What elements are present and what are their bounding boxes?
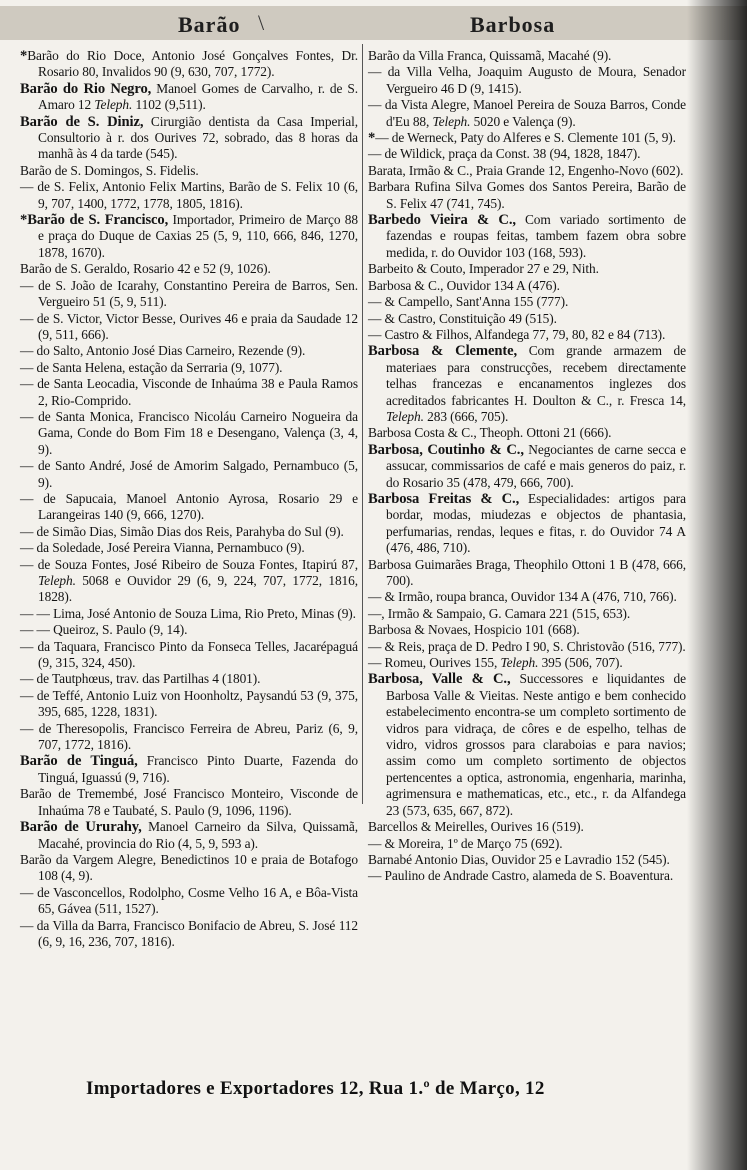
entry-text: — de Santa Leocadia, Visconde de Inhaúma 38 e Paula Ramos 2, Rio-Comprido. [20, 376, 358, 408]
entry-text: — — Queiroz, S. Paulo (9, 14). [20, 622, 188, 638]
directory-entry [368, 622, 686, 638]
entry-name: Barbedo Vieira & C., [368, 212, 516, 229]
page-footer: Importadores e Exportadores 12, Rua 1.º de Março, 12 [86, 1078, 545, 1099]
directory-entry [20, 343, 358, 359]
directory-entry [368, 163, 686, 179]
entry-text: — Paulino de Andrade Castro, alameda de S. Boaventura. [368, 868, 674, 884]
directory-entry [20, 278, 358, 311]
directory-entry [20, 491, 358, 524]
left-column [20, 48, 358, 950]
entry-text: — & Moreira, 1º de Março 75 (692). [368, 835, 563, 851]
entry-text: — de Simão Dias, Simão Dias dos Reis, Parahyba do Sul (9). [20, 523, 344, 539]
entry-text: Successores e liquidantes de Barbosa Valle & Vieitas. Neste antigo e bem conhecido estabelecimento encontra-se um completo sortimento de vidros para vidraça, de côres e de espelho, telhas de vidro, vidros grossos para claraboias e para navios; assim como um completo sortimento de objectos pertencentes a optica, astronomia, engenharia, marinha, agrimensura e mathematicas, etc., etc., r. da Alfandega 23 (573, 635, 667, 872). [386, 671, 686, 818]
entry-text: Barata, Irmão & C., Praia Grande 12, Engenho-Novo (602). [368, 162, 684, 178]
entry-name: *Barão de S. Francisco, [20, 212, 169, 229]
scan-dark-edge [687, 0, 747, 1170]
entry-text: — de Tautphœus, trav. das Partilhas 4 (1801). [20, 671, 261, 687]
entry-text: — — Lima, José Antonio de Souza Lima, Rio Preto, Minas (9). [20, 605, 356, 621]
entry-text-tail: 283 (666, 705). [423, 408, 509, 424]
entry-name: Barbosa, Valle & C., [368, 671, 511, 688]
directory-entry [20, 671, 358, 687]
entry-name: Barão de Ururahy, [20, 819, 142, 836]
directory-entry [20, 360, 358, 376]
entry-text: — de S. Felix, Antonio Felix Martins, Barão de S. Felix 10 (6, 9, 707, 1400, 1772, 1778, 1805, 1816). [20, 179, 358, 211]
entry-text: Barão de Tremembé, José Francisco Monteiro, Visconde de Inhaúma 78 e Taubaté, S. Paulo (9, 1096, 1196). [20, 786, 358, 818]
column-divider [362, 44, 363, 804]
entry-name: * [20, 48, 28, 64]
entry-text: — & Reis, praça de D. Pedro I 90, S. Christovão (516, 777). [368, 638, 686, 654]
entry-text: Francisco Pinto Duarte, Fazenda do Tinguá, Iguassú (9, 716). [38, 753, 358, 785]
directory-entry [20, 524, 358, 540]
entry-text: — de Souza Fontes, José Ribeiro de Souza Fontes, Itapirú 87, [20, 556, 358, 572]
entry-text: — do Salto, Antonio José Dias Carneiro, Rezende (9). [20, 343, 306, 359]
entry-text: — de Theresopolis, Francisco Ferreira de Abreu, Pariz (6, 9, 707, 1772, 1816). [20, 720, 358, 753]
directory-entry [20, 622, 358, 638]
directory-entry [20, 786, 358, 819]
directory-entry [368, 97, 686, 130]
directory-entry [20, 918, 358, 951]
directory-entry [368, 425, 686, 441]
directory-entry [368, 278, 686, 294]
entry-text: — da Villa da Barra, Francisco Bonifacio de Abreu, S. José 112 (6, 9, 16, 236, 707, 1816). [20, 917, 358, 949]
entry-text-tail: 5068 e Ouvidor 29 (6, 9, 224, 707, 1772, 1816, 1828). [38, 573, 358, 605]
entry-text: Com variado sortimento de fazendas e roupas feitas, tambem fazem obra sobre medida, r. do Ouvidor 103 (168, 593). [386, 212, 686, 260]
entry-text: — de Santo André, José de Amorim Salgado, Pernambuco (5, 9). [20, 458, 358, 490]
entry-text: Importador, Primeiro de Março 88 e praça do Duque de Caxias 25 (5, 9, 110, 666, 846, 1270, 1878, 1670). [38, 212, 358, 260]
directory-entry [368, 557, 686, 590]
entry-text: Barbosa Costa & C., Theoph. Ottoni 21 (666). [368, 425, 612, 441]
directory-entry [20, 885, 358, 918]
entry-name: Barbosa Freitas & C., [368, 490, 520, 507]
directory-entry [20, 81, 358, 114]
directory-entry [20, 376, 358, 409]
entry-text: Com grande armazem de materiaes para construcções, recebem directamente telhas francezas e encanamentos inglezes dos acreditados fabricantes H. Doulton & C., r. Fresca 14, [386, 343, 686, 408]
entry-text: Barbeito & Couto, Imperador 27 e 29, Nith. [368, 261, 599, 277]
header-left-title: Barão [178, 12, 241, 37]
directory-entry [20, 688, 358, 721]
directory-entry [368, 491, 686, 557]
entry-text: — de Werneck, Paty do Alferes e S. Clemente 101 (5, 9). [375, 130, 676, 146]
directory-entry [20, 819, 358, 852]
entry-name: Barão de Tinguá, [20, 753, 138, 770]
entry-telephone-label: Teleph. [38, 573, 76, 588]
directory-entry [368, 671, 686, 819]
directory-entry [20, 852, 358, 885]
entry-text: Barbara Rufina Silva Gomes dos Santos Pereira, Barão de S. Felix 47 (741, 745). [368, 179, 686, 211]
entry-text: — da Villa Velha, Joaquim Augusto de Moura, Senador Vergueiro 46 D (9, 1415). [368, 64, 686, 96]
directory-entry [20, 458, 358, 491]
entry-text: Barão da Villa Franca, Quissamã, Macahé (9). [368, 48, 612, 63]
directory-entry [20, 557, 358, 606]
directory-entry [368, 442, 686, 491]
directory-entry [20, 639, 358, 672]
entry-telephone-label: Teleph. [94, 97, 133, 113]
directory-entry [20, 212, 358, 261]
directory-entry [20, 311, 358, 344]
directory-entry [20, 114, 358, 163]
directory-entry [368, 64, 686, 97]
header-ornament-icon: \ [258, 10, 265, 35]
directory-entry [368, 294, 686, 310]
directory-entry [20, 753, 358, 786]
entry-text: Barnabé Antonio Dias, Ouvidor 25 e Lavradio 152 (545). [368, 851, 670, 867]
entry-text: — de Teffé, Antonio Luiz von Hoonholtz, Paysandú 53 (9, 375, 395, 685, 1228, 1831). [20, 687, 358, 720]
entry-text: — de Vasconcellos, Rodolpho, Cosme Velho 16 A, e Bôa-Vista 65, Gávea (511, 1527). [20, 884, 358, 917]
entry-text: — de S. Victor, Victor Besse, Ourives 46 e praia da Saudade 12 (9, 511, 666). [20, 310, 358, 342]
directory-entry [368, 819, 686, 835]
entry-text: Manoel Gomes de Carvalho, r. de S. Amaro 12 [38, 80, 358, 113]
entry-text-tail: 1102 (9,511). [132, 97, 206, 113]
directory-entry [368, 179, 686, 212]
entry-text: — da Soledade, José Pereira Vianna, Pernambuco (9). [20, 540, 305, 556]
directory-entry [20, 540, 358, 556]
entry-telephone-label: Teleph. [500, 655, 539, 671]
entry-text: Barcellos & Meirelles, Ourives 16 (519). [368, 819, 584, 835]
directory-entry [368, 327, 686, 343]
directory-entry [368, 261, 686, 277]
entry-text: — de Wildick, praça da Const. 38 (94, 1828, 1847). [368, 146, 641, 162]
entry-text: Barão de S. Domingos, S. Fidelis. [20, 162, 199, 178]
entry-text: Barbosa Guimarães Braga, Theophilo Ottoni 1 B (478, 666, 700). [368, 556, 686, 588]
entry-text: Manoel Carneiro da Silva, Quissamã, Macahé, provincia do Rio (4, 5, 9, 593 a). [38, 819, 358, 851]
right-column [368, 48, 686, 885]
entry-text: Barão de S. Geraldo, Rosario 42 e 52 (9, 1026). [20, 261, 271, 277]
entry-name: Barbosa & Clemente, [368, 343, 518, 360]
directory-entry [368, 48, 686, 64]
entry-text-tail: 395 (506, 707). [538, 655, 623, 671]
directory-entry [368, 212, 686, 261]
directory-entry [368, 130, 686, 146]
entry-name: Barbosa, Coutinho & C., [368, 441, 524, 458]
directory-entry [368, 606, 686, 622]
directory-entry [20, 606, 358, 622]
entry-text: — de Sapucaia, Manoel Antonio Ayrosa, Rosario 29 e Larangeiras 140 (9, 666, 1270). [20, 490, 358, 523]
entry-telephone-label: Teleph. [386, 408, 424, 424]
entry-text: — da Taquara, Francisco Pinto da Fonseca Telles, Jacarépaguá (9, 315, 324, 450). [20, 638, 358, 671]
entry-text: Barbosa & Novaes, Hospicio 101 (668). [368, 622, 580, 638]
entry-text: Barão do Rio Doce, Antonio José Gonçalves Fontes, Dr. Rosario 80, Invalidos 90 (9, 630, 707, 1772). [27, 48, 358, 80]
directory-entry [368, 343, 686, 425]
entry-text: — da Vista Alegre, Manoel Pereira de Souza Barros, Conde d'Eu 88, [368, 97, 686, 129]
entry-text: — & Irmão, roupa branca, Ouvidor 134 A (476, 710, 766). [368, 589, 677, 605]
page-header [0, 6, 747, 40]
directory-entry [20, 48, 358, 81]
directory-entry [368, 852, 686, 868]
entry-name: Barão de S. Diniz, [20, 113, 144, 130]
entry-text: —, Irmão & Sampaio, G. Camara 221 (515, 653). [368, 605, 631, 621]
entry-text: Barão da Vargem Alegre, Benedictinos 10 e praia de Botafogo 108 (4, 9). [20, 851, 358, 884]
directory-entry [20, 721, 358, 754]
entry-text: Barbosa & C., Ouvidor 134 A (476). [368, 277, 560, 293]
entry-text: — & Campello, Sant'Anna 155 (777). [368, 294, 569, 310]
entry-name: * [368, 130, 376, 147]
entry-text: — & Castro, Constituição 49 (515). [368, 310, 557, 326]
directory-entry [368, 311, 686, 327]
directory-entry [20, 163, 358, 179]
directory-entry [368, 589, 686, 605]
entry-telephone-label: Teleph. [432, 113, 471, 129]
header-right-title: Barbosa [470, 12, 556, 37]
entry-text: Negociantes de carne secca e assucar, commissarios de café e mais generos do paiz, r. do Rosario 35 (478, 479, 666, 700). [386, 441, 686, 490]
entry-text: — de Santa Monica, Francisco Nicoláu Carneiro Nogueira da Gama, Conde do Bom Fim 18 e Desengano, Valença (3, 4, 9). [20, 408, 358, 457]
entry-text: — Castro & Filhos, Alfandega 77, 79, 80, 82 e 84 (713). [368, 326, 666, 342]
entry-text-tail: 5020 e Valença (9). [470, 113, 576, 129]
directory-entry [20, 179, 358, 212]
entry-name: Barão do Rio Negro, [20, 80, 152, 97]
directory-entry [368, 655, 686, 671]
entry-text: Especialidades: artigos para bordar, modas, miudezas e objectos de phantasia, perfumarias, rendas, leques e fitas, r. do Ouvidor 74 A (476, 486, 710). [386, 490, 686, 556]
directory-entry [368, 639, 686, 655]
entry-text: Cirurgião dentista da Casa Imperial, Consultorio à r. dos Ourives 72, sobrado, das 8 horas da manhã às 4 da tarde (545). [38, 113, 359, 162]
entry-text: — de S. João de Icarahy, Constantino Pereira de Barros, Sen. Vergueiro 51 (5, 9, 511). [20, 277, 358, 310]
directory-entry [368, 868, 686, 884]
entry-text: — Romeu, Ourives 155, [368, 655, 501, 671]
directory-entry [368, 146, 686, 162]
directory-entry [20, 409, 358, 458]
directory-entry [20, 261, 358, 277]
entry-text: — de Santa Helena, estação da Serraria (9, 1077). [20, 359, 283, 375]
directory-entry [368, 836, 686, 852]
